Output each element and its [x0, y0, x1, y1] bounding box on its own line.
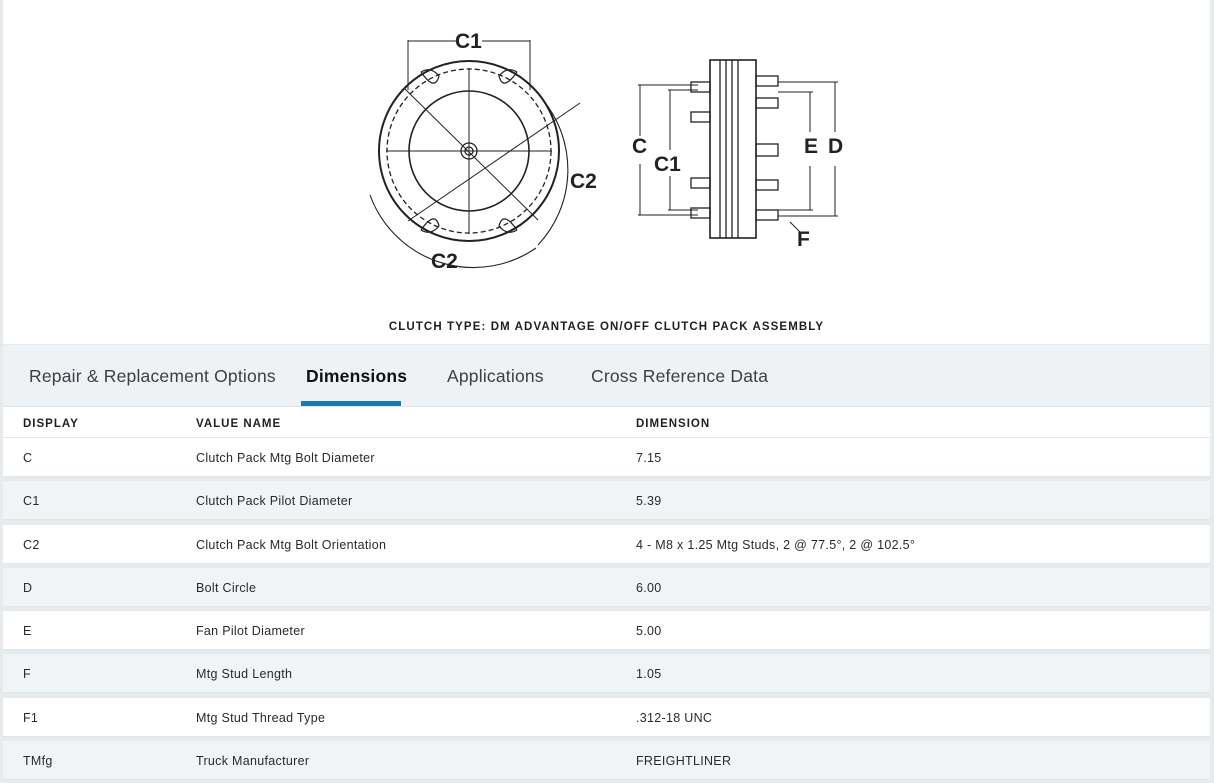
table-row [3, 438, 1210, 477]
cell-value-name: Mtg Stud Thread Type [196, 710, 326, 725]
cell-dimension: 4 - M8 x 1.25 Mtg Studs, 2 @ 77.5°, 2 @ 102.5° [636, 537, 916, 552]
header-dimension: DIMENSION [636, 418, 711, 430]
cell-dimension: .312-18 UNC [636, 710, 713, 725]
label-c1-side: C1 [654, 153, 681, 176]
cell-display: F1 [23, 710, 39, 725]
tab-cross-reference-data[interactable]: Cross Reference Data [591, 366, 769, 386]
label-c2-bottom: C2 [431, 250, 458, 273]
cell-display: TMfg [23, 754, 53, 769]
label-c-side: C [632, 135, 648, 158]
label-d-side: D [828, 135, 844, 158]
cell-display: C2 [23, 537, 40, 552]
table-row [3, 568, 1210, 607]
cell-display: C [23, 451, 33, 465]
header-display: DISPLAY [23, 418, 79, 430]
clutch-dimension-drawing [358, 20, 858, 280]
header-value-name: VALUE NAME [196, 418, 282, 430]
cell-dimension: 6.00 [636, 580, 662, 595]
cell-dimension: 1.05 [636, 667, 662, 682]
tab-dimensions[interactable]: Dimensions [306, 366, 408, 386]
table-row [3, 698, 1210, 737]
table-row [3, 481, 1210, 520]
table-row [3, 654, 1210, 693]
cell-display: C1 [23, 494, 40, 509]
table-row [3, 741, 1210, 780]
cell-value-name: Mtg Stud Length [196, 667, 293, 682]
cell-value-name: Clutch Pack Mtg Bolt Diameter [196, 451, 375, 465]
figure-caption: CLUTCH TYPE: DM ADVANTAGE ON/OFF CLUTCH PACK ASSEMBLY [388, 321, 825, 333]
label-c2-right: C2 [570, 170, 597, 193]
label-c1-top: C1 [455, 30, 482, 53]
cell-value-name: Clutch Pack Pilot Diameter [196, 494, 353, 509]
cell-display: D [23, 580, 33, 595]
tabs-bar [3, 345, 1210, 407]
cell-display: E [23, 624, 32, 639]
tab-applications[interactable]: Applications [447, 366, 544, 386]
label-e-side: E [804, 135, 819, 158]
table-row [3, 611, 1210, 650]
cell-dimension: FREIGHTLINER [636, 754, 732, 769]
active-tab-indicator [301, 401, 401, 406]
dimensions-table [3, 407, 1210, 783]
tab-repair-replacement-options[interactable]: Repair & Replacement Options [29, 366, 276, 386]
cell-value-name: Fan Pilot Diameter [196, 624, 305, 639]
cell-dimension: 5.39 [636, 494, 662, 509]
cell-value-name: Bolt Circle [196, 580, 257, 595]
table-header [3, 407, 1210, 438]
cell-value-name: Clutch Pack Mtg Bolt Orientation [196, 537, 387, 552]
cell-dimension: 5.00 [636, 624, 662, 639]
cell-display: F [23, 667, 31, 682]
cell-dimension: 7.15 [636, 451, 662, 465]
label-f-side: F [797, 228, 810, 251]
cell-value-name: Truck Manufacturer [196, 754, 310, 769]
table-row [3, 525, 1210, 564]
product-figure-card [3, 0, 1210, 344]
